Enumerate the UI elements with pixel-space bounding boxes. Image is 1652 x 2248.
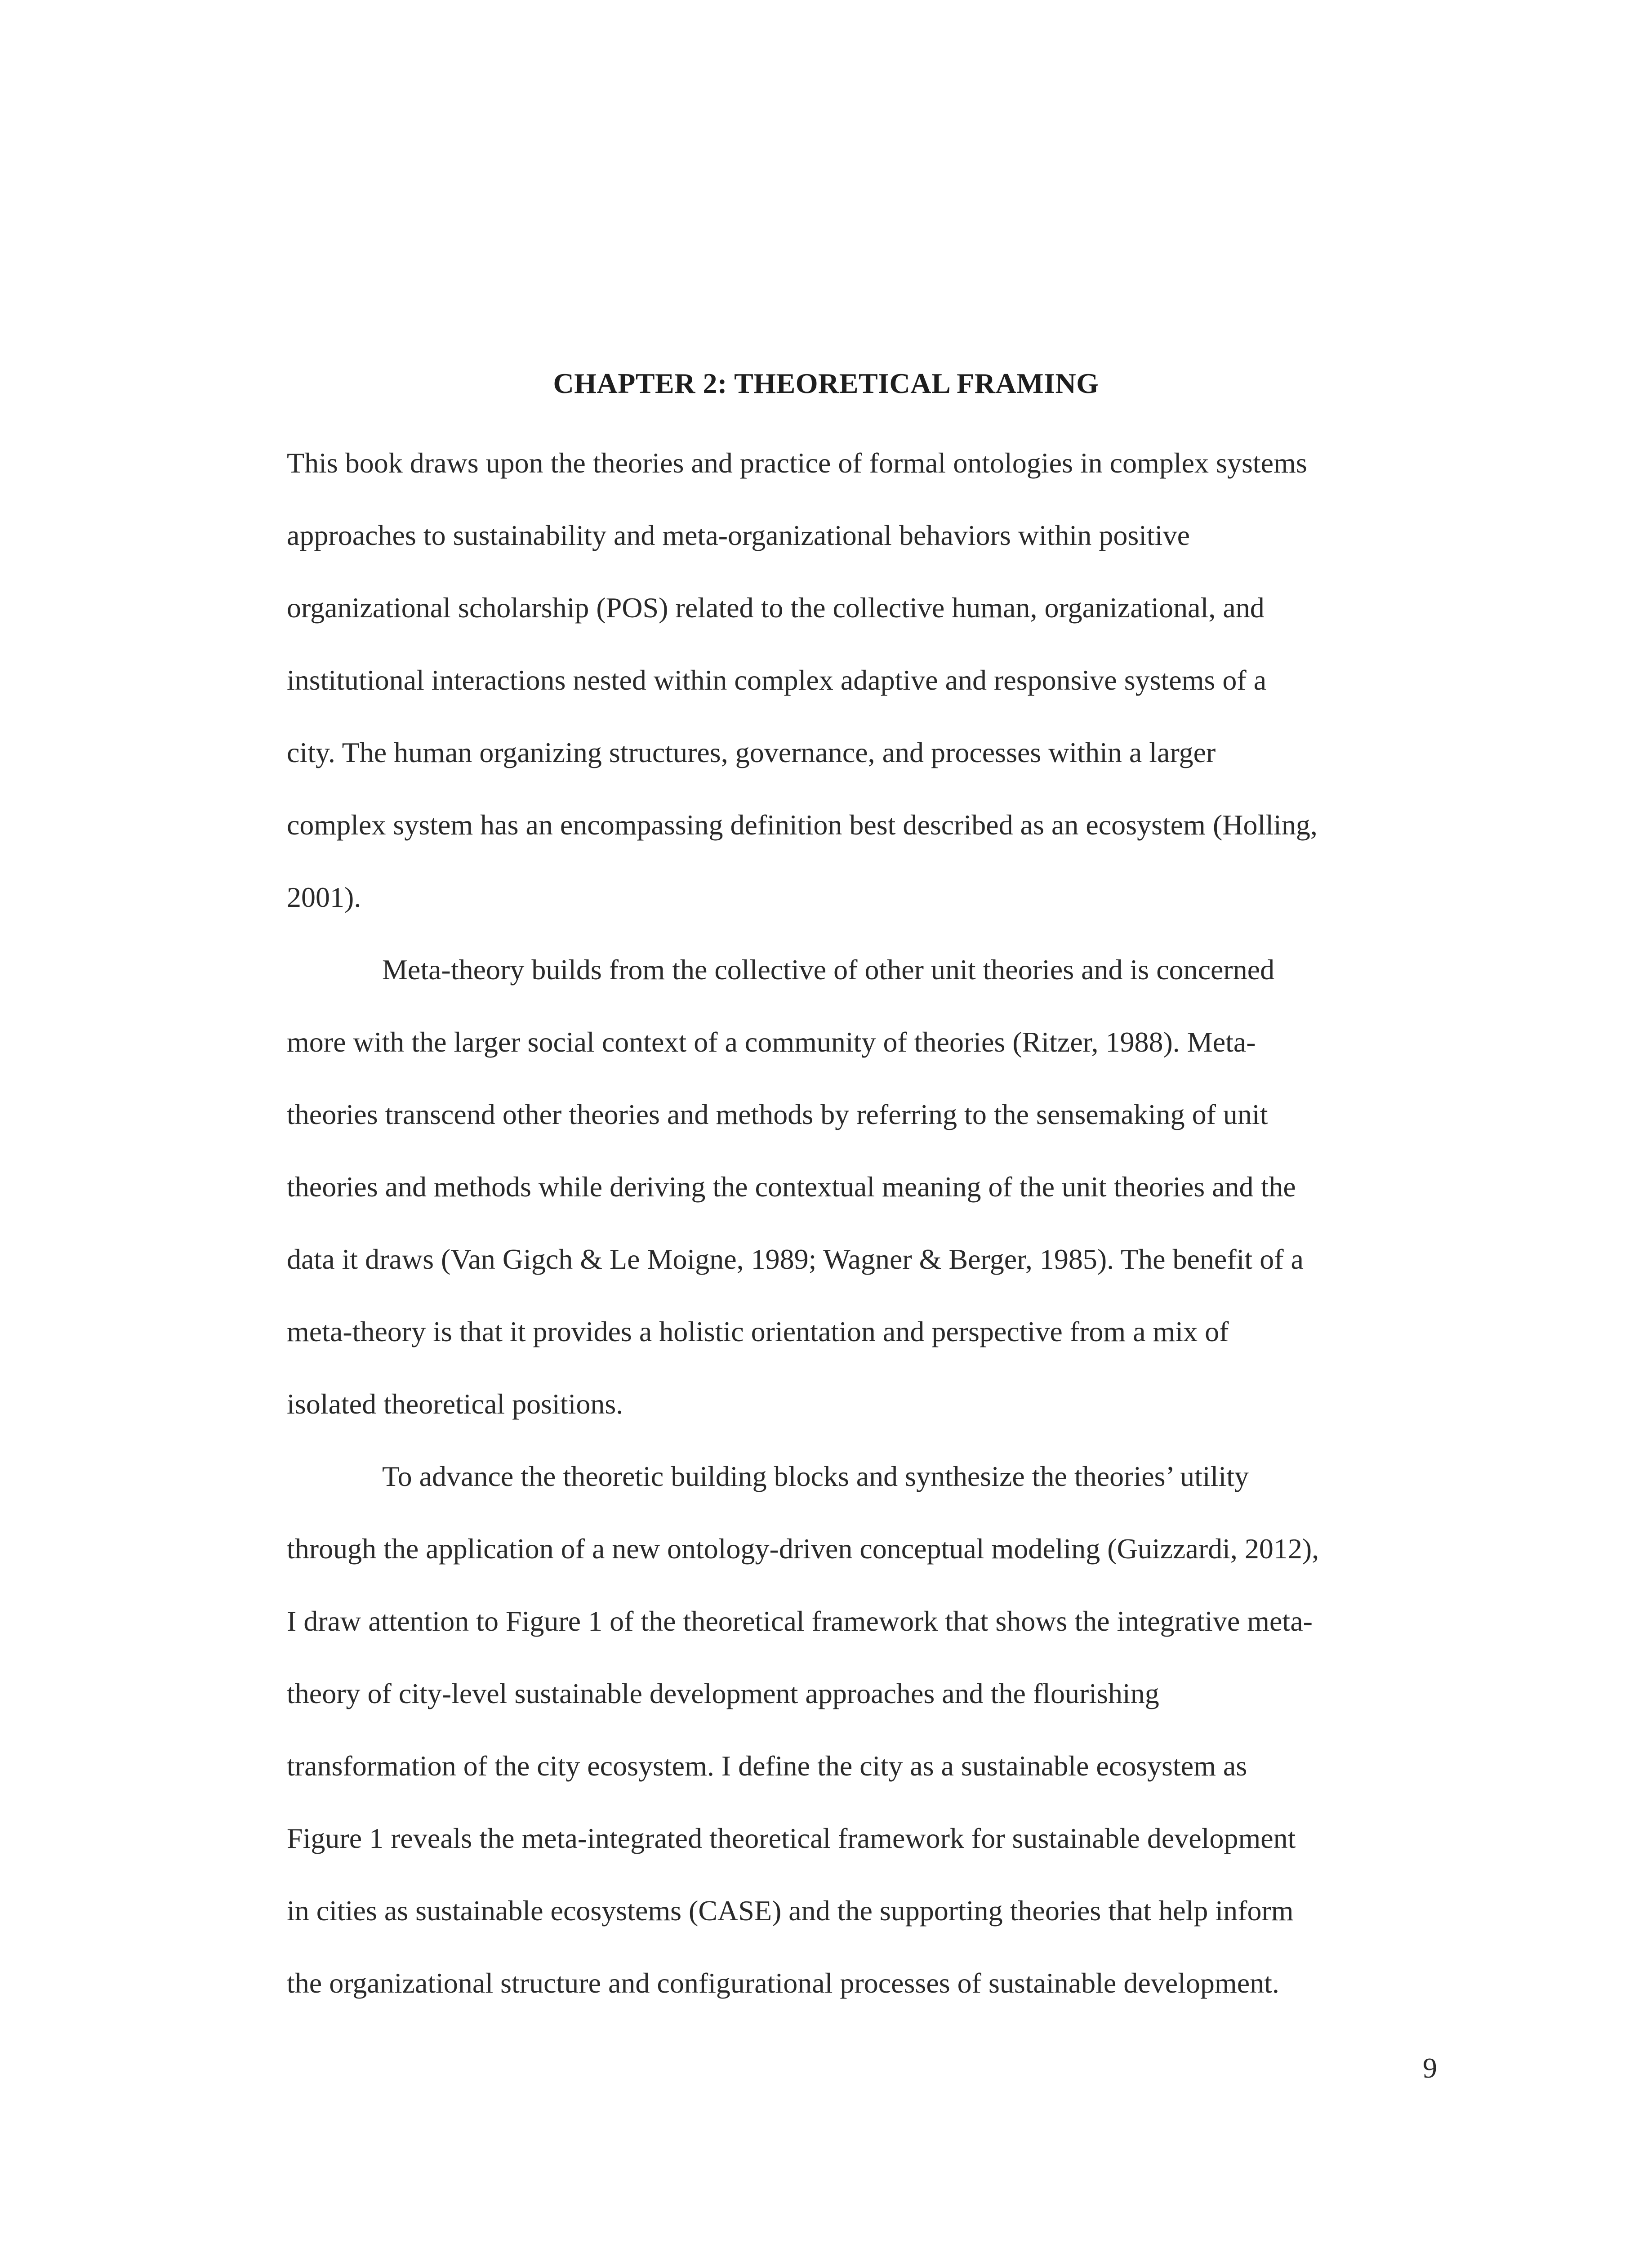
paragraph-1-line-1: This book draws upon the theories and practice of formal ontologies in complex systems xyxy=(287,447,1307,479)
paragraph-2-line-3: theories transcend other theories and methods by referring to the sensemaking of unit xyxy=(287,1098,1268,1130)
paragraph-1-line-2: approaches to sustainability and meta-organizational behaviors within positive xyxy=(287,519,1190,551)
paragraph-1-line-5: city. The human organizing structures, governance, and processes within a larger xyxy=(287,736,1216,768)
paragraph-2-line-4: theories and methods while deriving the contextual meaning of the unit theories and the xyxy=(287,1171,1296,1203)
paragraph-3-line-3: I draw attention to Figure 1 of the theoretical framework that shows the integrative meta- xyxy=(287,1605,1313,1637)
paragraph-3-line-7: in cities as sustainable ecosystems (CASE) and the supporting theories that help inform xyxy=(287,1895,1294,1927)
paragraph-2-line-1: Meta-theory builds from the collective of other unit theories and is concerned xyxy=(382,954,1275,986)
paragraph-2-line-5: data it draws (Van Gigch & Le Moigne, 1989; Wagner & Berger, 1985). The benefit of a xyxy=(287,1243,1304,1275)
paragraph-3-line-4: theory of city-level sustainable development approaches and the flourishing xyxy=(287,1677,1159,1709)
paragraph-1-line-4: institutional interactions nested within complex adaptive and responsive systems of a xyxy=(287,664,1267,696)
page-number: 9 xyxy=(1423,2052,1437,2084)
paragraph-2-line-6: meta-theory is that it provides a holistic orientation and perspective from a mix of xyxy=(287,1316,1229,1347)
paragraph-1-line-6: complex system has an encompassing definition best described as an ecosystem (Holling, xyxy=(287,809,1318,841)
paragraph-3-line-2: through the application of a new ontology-driven conceptual modeling (Guizzardi, 2012), xyxy=(287,1533,1319,1565)
paragraph-3-line-6: Figure 1 reveals the meta-integrated theoretical framework for sustainable development xyxy=(287,1822,1296,1854)
chapter-title: CHAPTER 2: THEORETICAL FRAMING xyxy=(553,367,1099,399)
paragraph-1-line-3: organizational scholarship (POS) related to the collective human, organizational, and xyxy=(287,592,1265,624)
paragraph-2-line-2: more with the larger social context of a community of theories (Ritzer, 1988). Meta- xyxy=(287,1026,1256,1058)
paragraph-1-line-7: 2001). xyxy=(287,881,361,913)
paragraph-2-line-7: isolated theoretical positions. xyxy=(287,1388,623,1420)
paragraph-3-line-5: transformation of the city ecosystem. I define the city as a sustainable ecosystem as xyxy=(287,1750,1247,1782)
paragraph-3-line-1: To advance the theoretic building blocks and synthesize the theories’ utility xyxy=(382,1460,1249,1492)
paragraph-3-line-8: the organizational structure and configurational processes of sustainable development. xyxy=(287,1967,1279,1999)
